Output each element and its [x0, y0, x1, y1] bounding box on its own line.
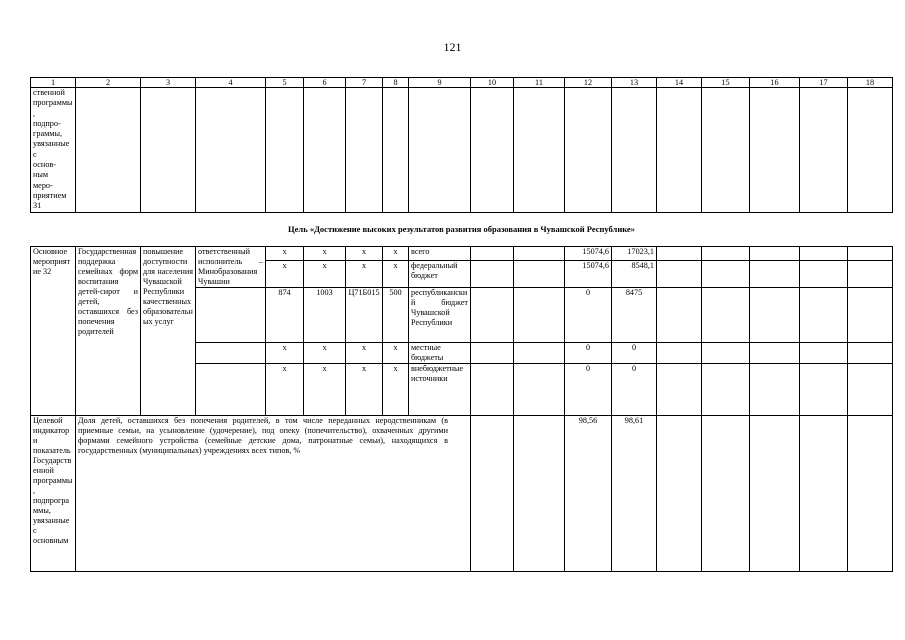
goal-title: Цель «Достижение высоких результатов развития образования в Чувашской Республике» — [31, 212, 893, 246]
indicator-value-2020: 98,61 — [612, 415, 657, 571]
cell-grbs: 874 — [266, 287, 304, 342]
cell-grbs: x — [266, 363, 304, 415]
event-name: Государственная поддержка семейных форм воспитания детей-сирот и детей, оставшихся без попечения родителей — [76, 246, 141, 415]
col-header: 1 — [31, 78, 76, 88]
col-header: 4 — [196, 78, 266, 88]
col-header: 10 — [471, 78, 514, 88]
cell-csr: x — [346, 342, 383, 363]
indicator-type: Целевой индикатор и показатель Государственной программы, подпрограммы, увязанные с основным — [31, 415, 76, 571]
event-executor: ответственный исполнитель – Минобразования Чувашии — [196, 246, 266, 287]
goal-row — [31, 212, 893, 246]
indicator-value-2019: 98,56 — [565, 415, 612, 571]
budget-table — [30, 77, 893, 572]
cell-value-2020: 8548,1 — [612, 260, 657, 287]
cell-value-2020: 17023,1 — [612, 246, 657, 260]
col-header: 15 — [702, 78, 750, 88]
cell-csr: x — [346, 246, 383, 260]
cell-source: местные бюджеты — [409, 342, 471, 363]
cell-source: внебюджетные источники — [409, 363, 471, 415]
cell-csr: Ц71Б015 — [346, 287, 383, 342]
col-header: 17 — [800, 78, 848, 88]
col-header: 11 — [514, 78, 565, 88]
cell-vr: x — [383, 246, 409, 260]
indicator-row — [31, 415, 893, 571]
cell-vr: x — [383, 363, 409, 415]
col-header: 14 — [657, 78, 702, 88]
col-header: 7 — [346, 78, 383, 88]
col-header: 9 — [409, 78, 471, 88]
indicator-text: Доля детей, оставшихся без попечения родителей, в том числе переданных неродственникам (в приемные семьи, на усыновление (удочерение), под опеку (попечительство), охваченных другими формами семейного устройства (семейные детские дома, патронатные семьи), находящихся в государственных (муниципальных) учреждениях всех типов, % — [76, 415, 471, 571]
cell-source: республиканский бюджет Чувашской Республики — [409, 287, 471, 342]
header-row — [31, 78, 893, 88]
col-header: 13 — [612, 78, 657, 88]
cell-value-2019: 0 — [565, 287, 612, 342]
cell-rzpr: x — [304, 260, 346, 287]
cell-value-2019: 0 — [565, 342, 612, 363]
cell-grbs: x — [266, 246, 304, 260]
cell-grbs: x — [266, 342, 304, 363]
event-type: Основное мероприятие 32 — [31, 246, 76, 415]
cell-value-2019: 0 — [565, 363, 612, 415]
cell-rzpr: x — [304, 363, 346, 415]
cell-grbs: x — [266, 260, 304, 287]
cell-value-2019: 15074,6 — [565, 260, 612, 287]
col-header: 5 — [266, 78, 304, 88]
cell-rzpr: 1003 — [304, 287, 346, 342]
cell-vr: x — [383, 260, 409, 287]
cell-source: всего — [409, 246, 471, 260]
cell-value-2020: 0 — [612, 342, 657, 363]
col-header: 3 — [141, 78, 196, 88]
col-header: 6 — [304, 78, 346, 88]
col-header: 12 — [565, 78, 612, 88]
cell-csr: x — [346, 260, 383, 287]
col-header: 2 — [76, 78, 141, 88]
col-header: 18 — [848, 78, 893, 88]
col-header: 16 — [750, 78, 800, 88]
cell-rzpr: x — [304, 246, 346, 260]
cell-value-2020: 0 — [612, 363, 657, 415]
cell-vr: x — [383, 342, 409, 363]
event-goal: повышение доступности для населения Чувашской Республики качественных образовательных услуг — [141, 246, 196, 415]
continuation-row — [31, 88, 893, 213]
col-header: 8 — [383, 78, 409, 88]
cell-value-2020: 8475 — [612, 287, 657, 342]
cell-csr: x — [346, 363, 383, 415]
continuation-text: ственной программы, подпро- граммы, увязанные с основ- ным меро- приятием 31 — [31, 88, 76, 213]
cell-rzpr: x — [304, 342, 346, 363]
cell-source: федеральный бюджет — [409, 260, 471, 287]
event-row — [31, 246, 893, 260]
cell-vr: 500 — [383, 287, 409, 342]
cell-value-2019: 15074,6 — [565, 246, 612, 260]
page-number: 121 — [443, 40, 462, 54]
